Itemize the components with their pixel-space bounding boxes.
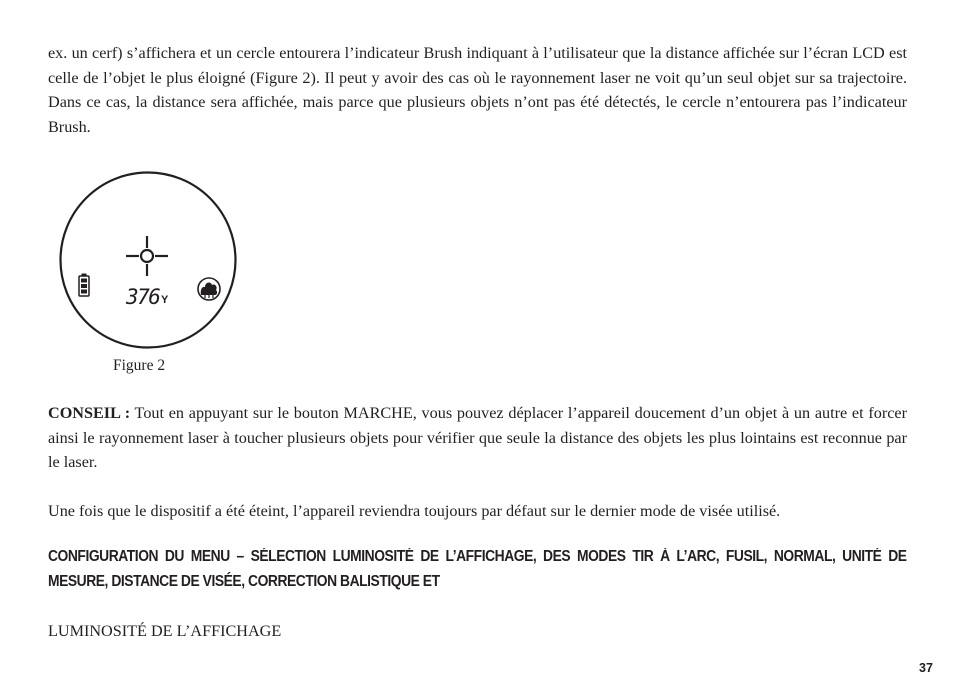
- viewfinder-svg: [58, 170, 238, 350]
- distance-readout: 376: [126, 285, 160, 309]
- distance-unit: Y: [161, 294, 169, 306]
- body-paragraph-brush: ex. un cerf) s’affichera et un cercle entourera l’indicateur Brush indiquant à l’utilisateur que la distance affichée sur l’écran LCD est celle de l’objet le plus éloigné (Figure 2). Il peut y avoir des cas où le rayonnement laser ne voit qu’un seul objet sur sa trajectoire. Dans ce cas, la distance sera affichée, mais parce que plusieurs objets n’ont pas été détectés, le cercle n’entourera pas l’indicateur Brush.: [48, 44, 907, 136]
- subsection-heading-brightness: LUMINOSITÉ DE L’AFFICHAGE: [48, 622, 282, 640]
- viewfinder-circle: [61, 173, 236, 348]
- page-number: 37: [919, 661, 933, 675]
- section-heading-menu-config: CONFIGURATION DU MENU – SÉLECTION LUMINOSITÉ DE L’AFFICHAGE, DES MODES TIR À L’ARC, FUSIL, NORMAL, UNITÉ DE MESURE, DISTANCE DE VISÉE, CORRECTION BALISTIQUE ET: [48, 548, 907, 590]
- body-paragraph-default-mode: Une fois que le dispositif a été éteint, l’appareil reviendra toujours par défaut sur le dernier mode de visée utilisé.: [48, 502, 781, 520]
- tip-label: CONSEIL :: [48, 404, 131, 422]
- tip-text: Tout en appuyant sur le bouton MARCHE, vous pouvez déplacer l’appareil doucement d’un objet à un autre et forcer ainsi le rayonnement laser à toucher plusieurs objets pour vérifier que seule la distance des objets les plus lointains est reconnue par le laser.: [48, 404, 907, 471]
- rangefinder-display-figure: [58, 170, 238, 350]
- tip-paragraph: [48, 401, 907, 475]
- brush-mode-icon: [198, 278, 220, 300]
- battery-icon: [79, 274, 89, 297]
- crosshair-icon: [126, 236, 168, 276]
- figure-caption: Figure 2: [113, 357, 166, 374]
